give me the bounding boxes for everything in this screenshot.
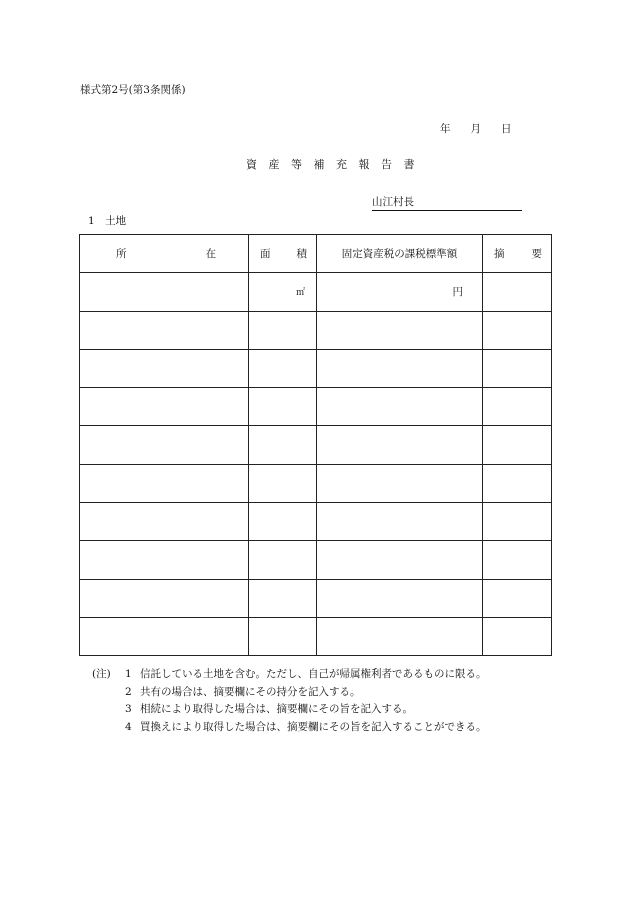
header-location-a: 所: [116, 248, 127, 261]
area-cell[interactable]: [249, 311, 317, 349]
table-row: [80, 541, 552, 579]
summary-cell[interactable]: [483, 426, 552, 464]
header-summary-a: 摘: [494, 248, 505, 261]
table-row: [80, 388, 552, 426]
date-month-label: 月: [470, 123, 481, 135]
location-cell[interactable]: [80, 579, 249, 617]
note-item: [92, 719, 487, 737]
table-row: [80, 617, 552, 655]
note-item: [92, 701, 487, 719]
table-row: [80, 503, 552, 541]
note-number: 2: [125, 685, 132, 698]
note-item: [92, 666, 487, 684]
header-area-a: 面: [260, 248, 271, 261]
location-cell[interactable]: [80, 617, 249, 655]
table-row: [80, 579, 552, 617]
summary-cell[interactable]: [483, 579, 552, 617]
tax-standard-cell[interactable]: [317, 617, 483, 655]
tax-standard-cell[interactable]: [317, 464, 483, 502]
tax-standard-cell[interactable]: [317, 273, 483, 311]
area-cell[interactable]: [249, 579, 317, 617]
note-number: 4: [125, 720, 132, 733]
recipient-line: 山江村長: [372, 194, 522, 211]
amount-unit: 円: [452, 286, 463, 299]
header-tax-standard: 固定資産税の課税標準額: [317, 235, 483, 273]
tax-standard-cell[interactable]: [317, 503, 483, 541]
summary-cell[interactable]: [483, 349, 552, 387]
land-table: [79, 234, 552, 656]
summary-cell[interactable]: [483, 311, 552, 349]
document-title: 資 産 等 補 充 報 告 書: [246, 158, 419, 171]
header-location: [80, 235, 249, 273]
location-cell[interactable]: [80, 464, 249, 502]
area-cell[interactable]: [249, 426, 317, 464]
table-row: [80, 311, 552, 349]
tax-standard-cell[interactable]: [317, 426, 483, 464]
location-cell[interactable]: [80, 273, 249, 311]
area-cell[interactable]: [249, 273, 317, 311]
notes: [92, 666, 487, 736]
note-text: 相続により取得した場合は、摘要欄にその旨を記入する。: [140, 703, 413, 715]
header-area-b: 積: [296, 248, 307, 261]
location-cell[interactable]: [80, 503, 249, 541]
note-item: [92, 684, 487, 702]
note-number: 3: [125, 703, 132, 715]
tax-standard-cell[interactable]: [317, 579, 483, 617]
area-unit: ㎡: [295, 288, 305, 299]
form-number: 様式第2号(第3条関係): [80, 84, 186, 96]
tax-standard-cell[interactable]: [317, 311, 483, 349]
summary-cell[interactable]: [483, 464, 552, 502]
area-cell[interactable]: [249, 617, 317, 655]
location-cell[interactable]: [80, 541, 249, 579]
header-summary: [483, 235, 552, 273]
location-cell[interactable]: [80, 349, 249, 387]
table-row: [80, 426, 552, 464]
area-cell[interactable]: [249, 503, 317, 541]
table-row: [80, 349, 552, 387]
area-cell[interactable]: [249, 541, 317, 579]
tax-standard-cell[interactable]: [317, 349, 483, 387]
note-text: 共有の場合は、摘要欄にその持分を記入する。: [140, 685, 361, 698]
date-line: [440, 121, 512, 136]
summary-cell[interactable]: [483, 388, 552, 426]
area-cell[interactable]: [249, 388, 317, 426]
summary-cell[interactable]: [483, 617, 552, 655]
location-cell[interactable]: [80, 388, 249, 426]
notes-prefix: (注): [92, 668, 111, 680]
section-heading: 1 土地: [88, 215, 127, 227]
tax-standard-cell[interactable]: [317, 541, 483, 579]
table-row: [80, 464, 552, 502]
date-day-label: 日: [501, 123, 512, 135]
header-area: [249, 235, 317, 273]
area-cell[interactable]: [249, 349, 317, 387]
date-year-label: 年: [440, 123, 451, 135]
area-cell[interactable]: [249, 464, 317, 502]
note-text: 信託している土地を含む。ただし、自己が帰属権利者であるものに限る。: [140, 668, 487, 680]
header-location-b: 在: [205, 248, 216, 261]
summary-cell[interactable]: [483, 541, 552, 579]
tax-standard-cell[interactable]: [317, 388, 483, 426]
header-summary-b: 要: [531, 248, 542, 261]
table-row: [80, 273, 552, 311]
note-number: 1: [125, 668, 132, 680]
location-cell[interactable]: [80, 311, 249, 349]
summary-cell[interactable]: [483, 503, 552, 541]
table-header-row: [80, 235, 552, 273]
location-cell[interactable]: [80, 426, 249, 464]
note-text: 買換えにより取得した場合は、摘要欄にその旨を記入することができる。: [140, 720, 487, 733]
summary-cell[interactable]: [483, 273, 552, 311]
